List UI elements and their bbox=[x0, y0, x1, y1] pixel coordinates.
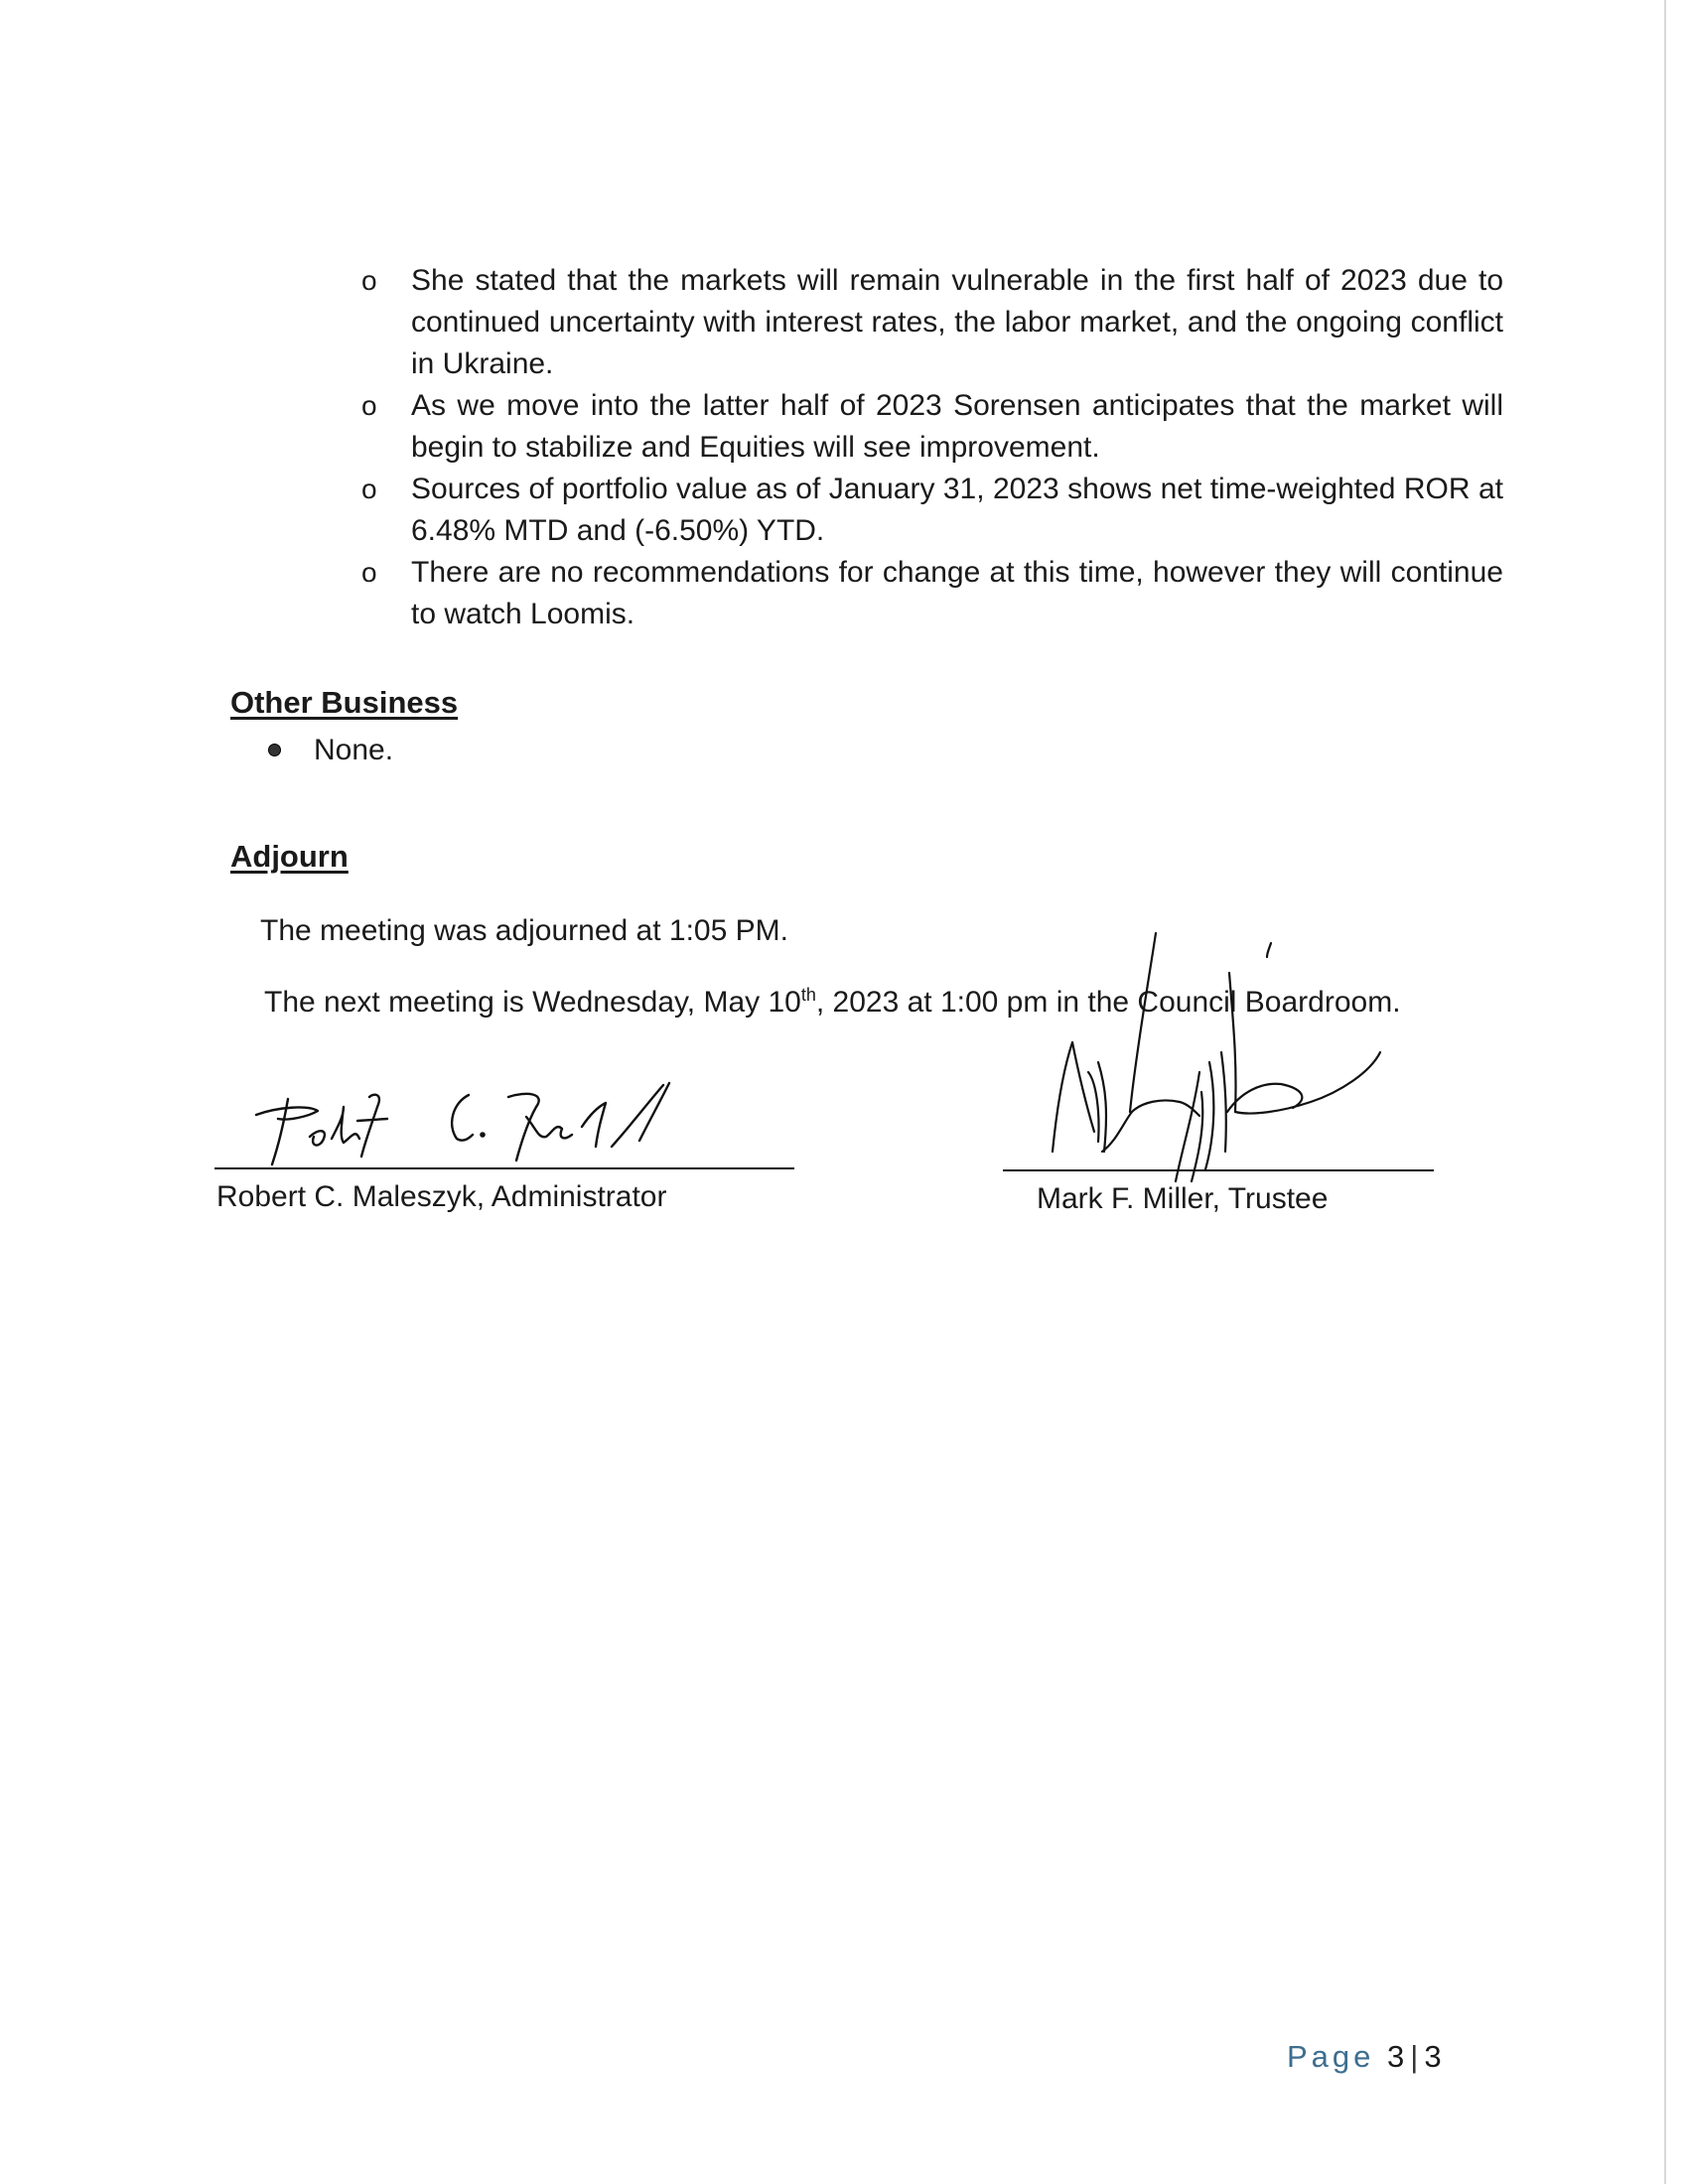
list-item bbox=[264, 730, 393, 771]
administrator-signature-line bbox=[214, 1167, 794, 1169]
sub-bullet-text: As we move into the latter half of 2023 Sorensen anticipates that the market will begin to stabilize and Equities will see improvement. bbox=[411, 389, 1503, 464]
page-separator: | bbox=[1410, 2039, 1423, 2074]
trustee-signature-line bbox=[1003, 1169, 1434, 1171]
sub-bullet-item bbox=[361, 385, 1503, 469]
trustee-signature bbox=[1033, 913, 1410, 1201]
administrator-signature bbox=[248, 1077, 725, 1171]
page-label: Page bbox=[1287, 2039, 1375, 2074]
other-business-heading: Other Business bbox=[230, 685, 459, 720]
page-current: 3 bbox=[1387, 2039, 1409, 2074]
adjourn-heading: Adjourn bbox=[230, 839, 349, 874]
hollow-circle-bullet-icon: o bbox=[361, 474, 377, 504]
hollow-circle-bullet-icon: o bbox=[361, 265, 377, 296]
hollow-circle-bullet-icon: o bbox=[361, 557, 377, 588]
page-total: 3 bbox=[1424, 2039, 1446, 2074]
sub-bullet-item bbox=[361, 469, 1503, 552]
sub-bullet-text: Sources of portfolio value as of January 31, 2023 shows net time-weighted ROR at 6.48% MTD and (-6.50%) YTD. bbox=[411, 473, 1503, 547]
filled-bullet-icon bbox=[268, 744, 281, 756]
page-footer bbox=[1287, 2039, 1446, 2075]
sub-bullet-list bbox=[361, 260, 1503, 635]
administrator-name: Robert C. Maleszyk, Administrator bbox=[216, 1180, 667, 1213]
sub-bullet-text: There are no recommendations for change at this time, however they will continue to watch Loomis. bbox=[411, 556, 1503, 630]
sub-bullet-text: She stated that the markets will remain vulnerable in the first half of 2023 due to continued uncertainty with interest rates, the labor market, and the ongoing conflict in Ukraine. bbox=[411, 264, 1503, 380]
adjourned-text: The meeting was adjourned at 1:05 PM. bbox=[260, 914, 788, 947]
next-meeting-superscript: th bbox=[800, 985, 816, 1005]
other-business-list bbox=[264, 730, 393, 771]
sub-bullet-item bbox=[361, 260, 1503, 385]
next-meeting-prefix: The next meeting is Wednesday, May 10 bbox=[264, 986, 801, 1019]
next-meeting-suffix: , 2023 at 1:00 pm in the Council Boardroom. bbox=[815, 986, 1401, 1019]
hollow-circle-bullet-icon: o bbox=[361, 390, 377, 421]
list-item-text: None. bbox=[314, 734, 394, 766]
page-edge bbox=[1664, 0, 1666, 2184]
sub-bullet-item bbox=[361, 552, 1503, 635]
trustee-name: Mark F. Miller, Trustee bbox=[1037, 1182, 1329, 1215]
